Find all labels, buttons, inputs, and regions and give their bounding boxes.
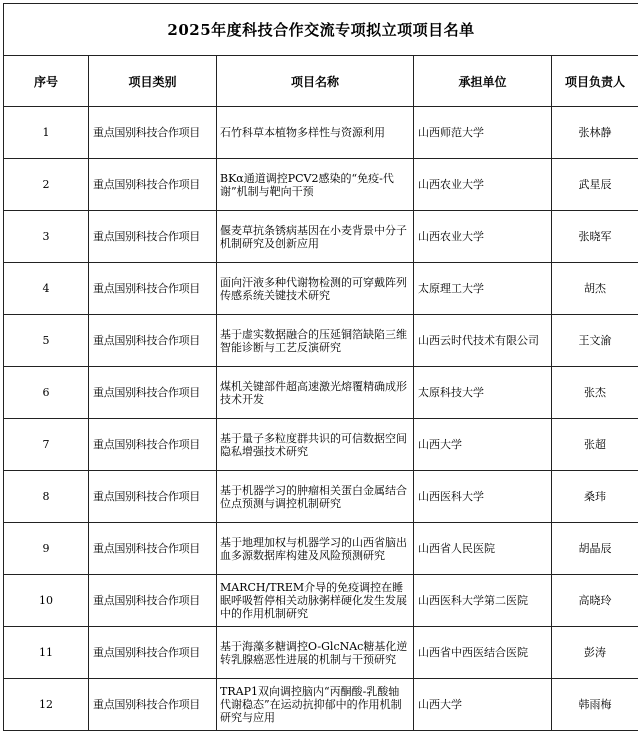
cell-project-name: BKα通道调控PCV2感染的“免疫-代谢”机制与靶向干预 — [217, 159, 414, 211]
cell-unit: 太原科技大学 — [414, 367, 552, 419]
cell-project-name: 基于量子多粒度群共识的可信数据空间隐私增强技术研究 — [217, 419, 414, 471]
header-no: 序号 — [4, 56, 89, 107]
cell-no: 11 — [4, 627, 89, 679]
cell-unit: 山西农业大学 — [414, 211, 552, 263]
cell-unit: 山西医科大学第二医院 — [414, 575, 552, 627]
cell-project-name: 煤机关键部件超高速激光熔覆精确成形技术开发 — [217, 367, 414, 419]
cell-project-name: 石竹科草本植物多样性与资源利用 — [217, 107, 414, 159]
cell-category: 重点国别科技合作项目 — [89, 367, 217, 419]
cell-no: 9 — [4, 523, 89, 575]
cell-unit: 太原理工大学 — [414, 263, 552, 315]
cell-unit: 山西医科大学 — [414, 471, 552, 523]
project-table-body — [4, 4, 639, 731]
header-category: 项目类别 — [89, 56, 217, 107]
cell-leader: 韩雨梅 — [552, 679, 639, 731]
cell-no: 10 — [4, 575, 89, 627]
cell-unit: 山西大学 — [414, 419, 552, 471]
cell-unit: 山西师范大学 — [414, 107, 552, 159]
cell-leader: 彭涛 — [552, 627, 639, 679]
cell-category: 重点国别科技合作项目 — [89, 471, 217, 523]
header-leader: 项目负责人 — [552, 56, 639, 107]
table-row — [4, 211, 639, 263]
cell-project-name: 面向汗液多种代谢物检测的可穿戴阵列传感系统关键技术研究 — [217, 263, 414, 315]
cell-category: 重点国别科技合作项目 — [89, 627, 217, 679]
cell-unit: 山西省中西医结合医院 — [414, 627, 552, 679]
header-name: 项目名称 — [217, 56, 414, 107]
cell-no: 12 — [4, 679, 89, 731]
cell-unit: 山西农业大学 — [414, 159, 552, 211]
cell-project-name: 基于机器学习的肿瘤相关蛋白金属结合位点预测与调控机制研究 — [217, 471, 414, 523]
table-row — [4, 107, 639, 159]
cell-category: 重点国别科技合作项目 — [89, 159, 217, 211]
cell-category: 重点国别科技合作项目 — [89, 575, 217, 627]
cell-category: 重点国别科技合作项目 — [89, 211, 217, 263]
project-list-sheet — [3, 3, 638, 746]
table-row — [4, 159, 639, 211]
cell-leader: 张林静 — [552, 107, 639, 159]
table-row — [4, 419, 639, 471]
cell-leader: 胡杰 — [552, 263, 639, 315]
table-row — [4, 627, 639, 679]
cell-leader: 张杰 — [552, 367, 639, 419]
cell-leader: 高晓玲 — [552, 575, 639, 627]
cell-no: 4 — [4, 263, 89, 315]
table-row — [4, 315, 639, 367]
header-unit: 承担单位 — [414, 56, 552, 107]
table-row — [4, 367, 639, 419]
title-row — [4, 4, 639, 56]
page-title: 2025年度科技合作交流专项拟立项项目名单 — [4, 4, 639, 56]
cell-leader: 张超 — [552, 419, 639, 471]
cell-unit: 山西大学 — [414, 679, 552, 731]
cell-no: 5 — [4, 315, 89, 367]
cell-unit: 山西云时代技术有限公司 — [414, 315, 552, 367]
cell-leader: 张晓军 — [552, 211, 639, 263]
cell-no: 7 — [4, 419, 89, 471]
cell-category: 重点国别科技合作项目 — [89, 523, 217, 575]
cell-project-name: 基于海藻多糖调控O-GlcNAc糖基化逆转乳腺癌恶性进展的机制与干预研究 — [217, 627, 414, 679]
cell-leader: 武星辰 — [552, 159, 639, 211]
cell-category: 重点国别科技合作项目 — [89, 419, 217, 471]
cell-category: 重点国别科技合作项目 — [89, 679, 217, 731]
project-table — [3, 3, 638, 731]
cell-no: 6 — [4, 367, 89, 419]
cell-project-name: 基于地理加权与机器学习的山西省脑出血多源数据库构建及风险预测研究 — [217, 523, 414, 575]
cell-no: 1 — [4, 107, 89, 159]
table-row — [4, 471, 639, 523]
table-row — [4, 679, 639, 731]
cell-category: 重点国别科技合作项目 — [89, 263, 217, 315]
header-row — [4, 56, 639, 107]
cell-no: 2 — [4, 159, 89, 211]
cell-project-name: MARCH/TREM介导的免疫调控在睡眠呼吸暂停相关动脉粥样硬化发生发展中的作用机制研究 — [217, 575, 414, 627]
cell-project-name: 基于虚实数据融合的压延铜箔缺陷三维智能诊断与工艺反演研究 — [217, 315, 414, 367]
cell-category: 重点国别科技合作项目 — [89, 315, 217, 367]
table-row — [4, 575, 639, 627]
cell-project-name: 偃麦草抗条锈病基因在小麦背景中分子机制研究及创新应用 — [217, 211, 414, 263]
cell-no: 3 — [4, 211, 89, 263]
cell-project-name: TRAP1双向调控脑内“丙酮酸-乳酸轴代谢稳态”在运动抗抑郁中的作用机制研究与应用 — [217, 679, 414, 731]
cell-unit: 山西省人民医院 — [414, 523, 552, 575]
cell-leader: 桑玮 — [552, 471, 639, 523]
table-row — [4, 263, 639, 315]
cell-leader: 胡晶辰 — [552, 523, 639, 575]
table-row — [4, 523, 639, 575]
cell-leader: 王文渝 — [552, 315, 639, 367]
cell-category: 重点国别科技合作项目 — [89, 107, 217, 159]
cell-no: 8 — [4, 471, 89, 523]
